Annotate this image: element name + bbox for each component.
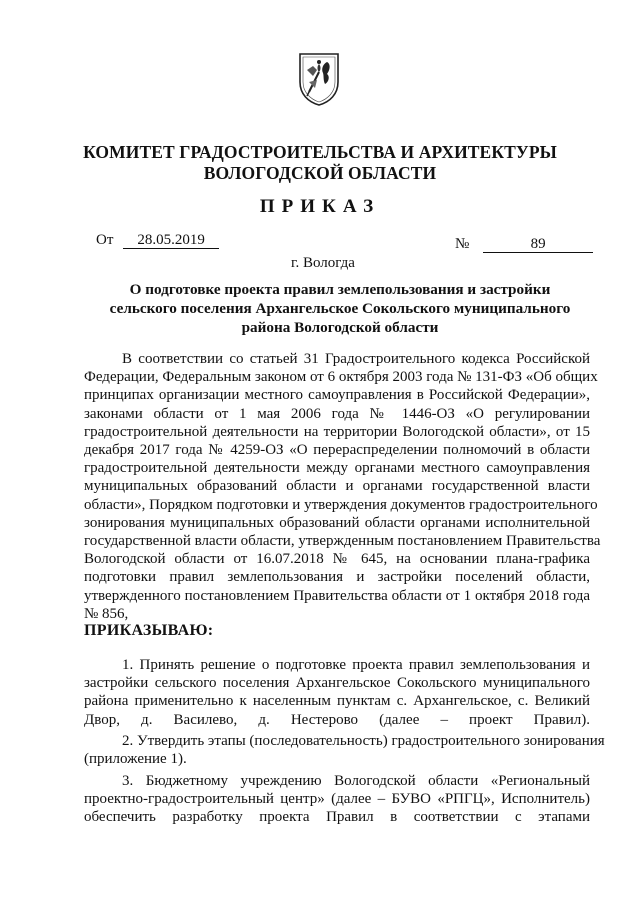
- preamble-line: декабря 2017 года № 4259-ОЗ «О перераспределении полномочий в области: [84, 442, 590, 459]
- subject-line: О подготовке проекта правил землепользования и застройки: [129, 281, 551, 298]
- preamble-line: № 856,: [84, 605, 129, 622]
- preamble-paragraph: [84, 350, 601, 623]
- order-item-1: [84, 656, 590, 729]
- preamble-line: градостроительной деятельности на территории Вологодской области», от 15: [84, 423, 590, 440]
- order-item-2: [84, 732, 605, 768]
- preamble-line: В соответствии со статьей 31 Градостроительного кодекса Российской: [122, 351, 590, 367]
- orders-heading: ПРИКАЗЫВАЮ:: [84, 622, 214, 639]
- document-type-title: ПРИКАЗ: [259, 196, 381, 217]
- preamble-line: утвержденного постановлением Правительства области от 1 октября 2018 года: [84, 587, 590, 604]
- city: г. Вологда: [291, 255, 355, 271]
- preamble-line: Федерации, Федеральным законом от 6 октября 2003 года № 131-ФЗ «Об общих: [84, 369, 598, 386]
- preamble-line: области», Порядком подготовки и утверждения документов градостроительного: [84, 496, 598, 513]
- order-subject: [100, 280, 580, 337]
- committee-name-line-1: КОМИТЕТ ГРАДОСТРОИТЕЛЬСТВА И АРХИТЕКТУРЫ: [83, 142, 557, 162]
- subject-line: района Вологодской области: [241, 319, 439, 336]
- preamble-line: принципах организации местного самоуправления в Российской Федерации»,: [84, 387, 590, 404]
- item-line: застройки сельского поселения Архангельское Сокольского муниципального: [84, 675, 590, 692]
- item-line: района применительно к населенным пунктам с. Архангельское, с. Великий: [84, 693, 590, 710]
- order-number: [455, 235, 593, 253]
- preamble-line: градостроительной деятельности между органами местного самоуправления: [84, 460, 590, 477]
- item-line: 3. Бюджетному учреждению Вологодской области «Региональный: [122, 773, 590, 789]
- coat-of-arms-emblem: [297, 52, 341, 106]
- date-prefix: От: [96, 232, 114, 248]
- item-line: проектно-градостроительный центр» (далее – БУВО «РПГЦ», Исполнитель): [84, 791, 590, 808]
- item-line: (приложение 1).: [84, 751, 187, 768]
- preamble-line: государственной власти области, утвержденным постановлением Правительства: [84, 533, 601, 550]
- preamble-line: законами области от 1 мая 2006 года № 1446-ОЗ «О регулировании: [84, 405, 590, 422]
- date-value: 28.05.2019: [123, 233, 219, 249]
- preamble-line: Вологодской области от 16.07.2018 № 645, на основании плана-графика: [84, 551, 590, 568]
- order-item-3: [84, 772, 590, 827]
- order-date: [96, 231, 219, 249]
- preamble-line: зонирования муниципальных образований области органами исполнительной: [84, 514, 590, 531]
- item-line: обеспечить разработку проекта Правил в соответствии с этапами: [84, 809, 590, 826]
- subject-line: сельского поселения Архангельское Сокольского муниципального: [109, 300, 571, 317]
- item-line: Двор, д. Василево, д. Нестерово (далее – проект Правил).: [84, 711, 590, 728]
- committee-name-line-2: ВОЛОГОДСКОЙ ОБЛАСТИ: [203, 163, 437, 183]
- preamble-line: муниципальных образований области и органами государственной власти: [84, 478, 590, 495]
- number-prefix: №: [455, 236, 470, 252]
- preamble-line: подготовки правил землепользования и застройки поселений области,: [84, 569, 590, 586]
- item-line: 1. Принять решение о подготовке проекта правил землепользования и: [122, 657, 590, 673]
- item-line: 2. Утвердить этапы (последовательность) градостроительного зонирования: [122, 733, 605, 749]
- number-value: 89: [483, 237, 593, 253]
